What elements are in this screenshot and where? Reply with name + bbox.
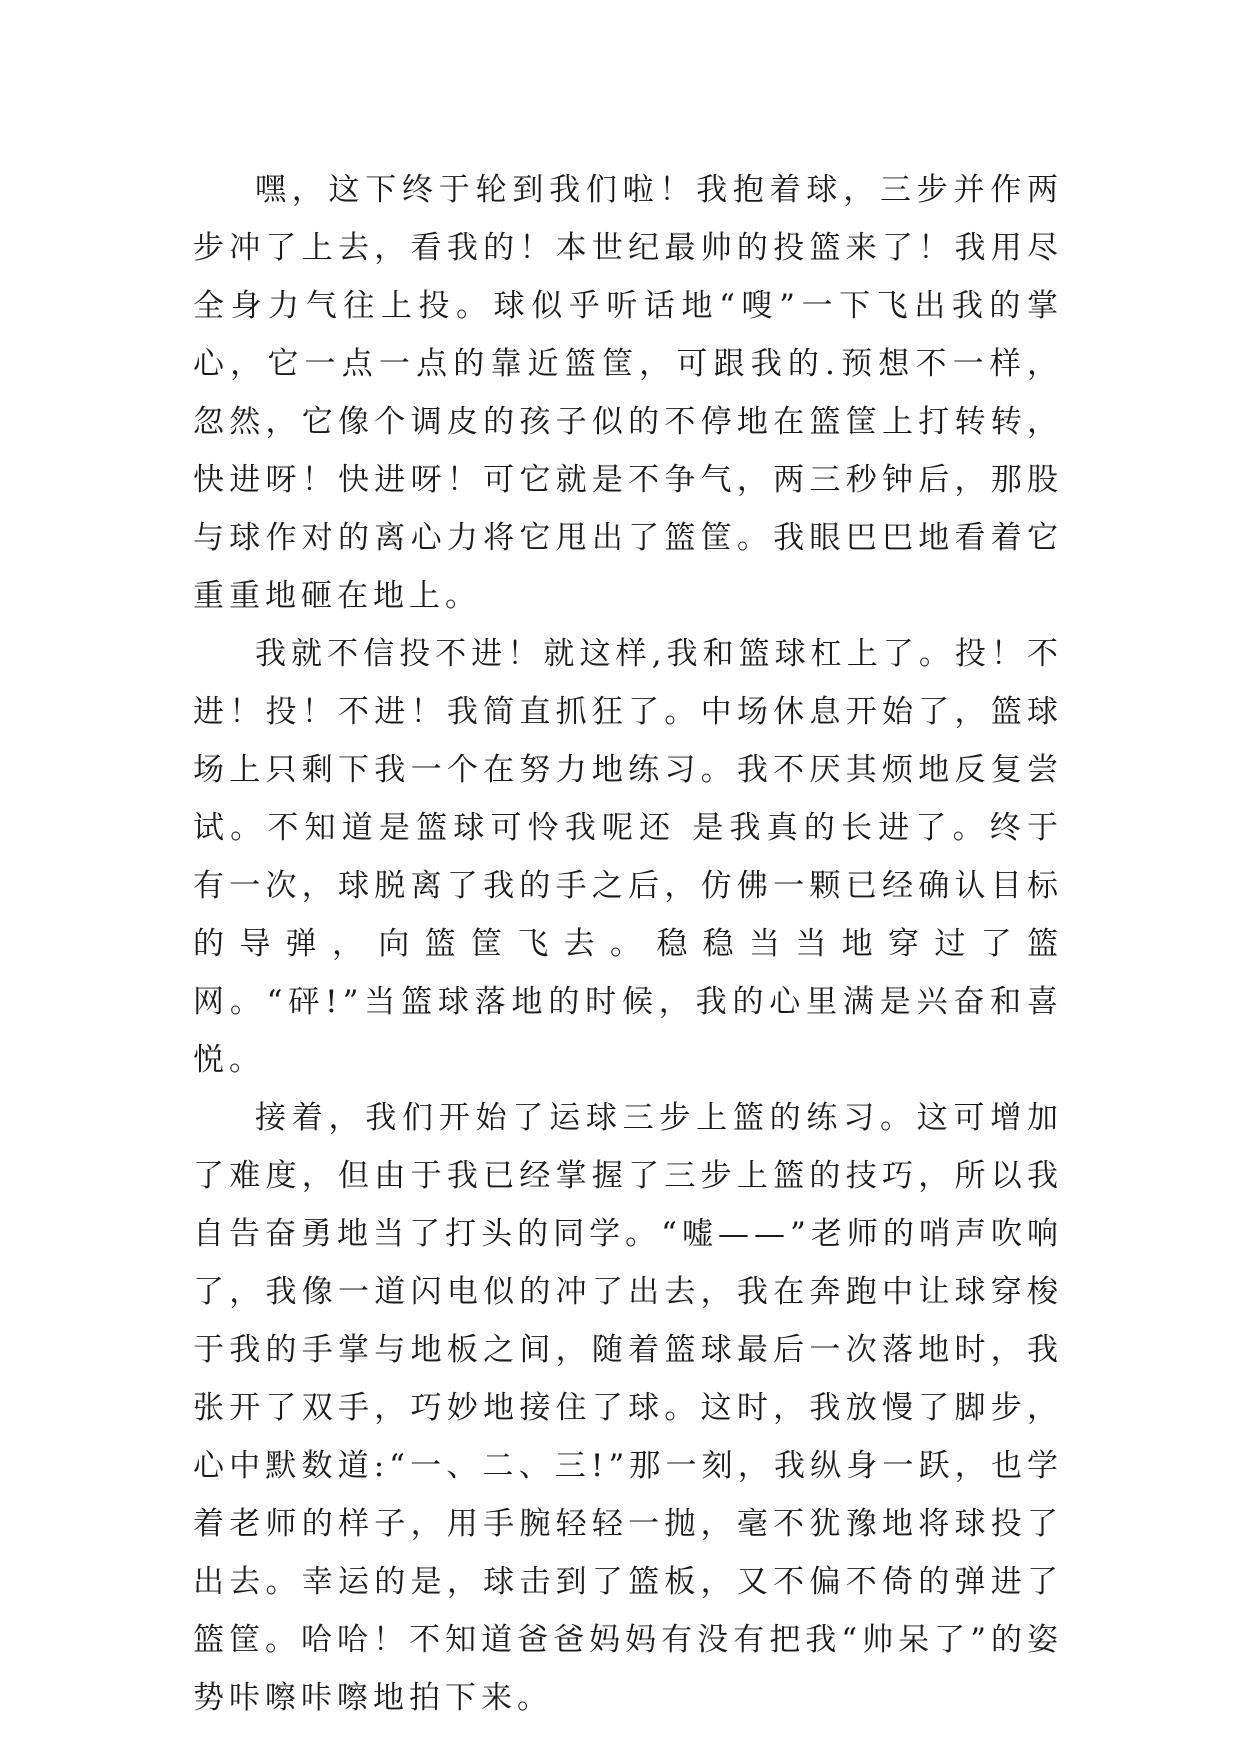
paragraph-1: 嘿，这下终于轮到我们啦！我抱着球，三步并作两步冲了上去，看我的！本世纪最帅的投篮来了！我用尽全身力气往上投。球似乎听话地“嗖”一下飞出我的掌心，它一点一点的靠近篮筐，可跟我的.预想不一样，忽然，它像个调皮的孩子似的不停地在篮筐上打转转，快进呀！快进呀！可它就是不争气，两三秒钟后，那股与球作对的离心力将它甩出了篮筐。我眼巴巴地看着它重重地砸在地上。	[193, 172, 1063, 614]
paragraph-3: 接着，我们开始了运球三步上篮的练习。这可增加了难度，但由于我已经掌握了三步上篮的技巧，所以我自告奋勇地当了打头的同学。“嘘——”老师的哨声吹响了，我像一道闪电似的冲了出去，我在奔跑中让球穿梭于我的手掌与地板之间，随着篮球最后一次落地时，我张开了双手，巧妙地接住了球。这时，我放慢了脚步，心中默数道:“一、二、三!”那一刻，我纵身一跃，也学着老师的样子，用手腕轻轻一抛，毫不犹豫地将球投了出去。幸运的是，球击到了篮板，又不偏不倚的弹进了篮筐。哈哈！不知道爸爸妈妈有没有把我“帅呆了”的姿势咔嚓咔嚓地拍下来。	[193, 1100, 1063, 1716]
paragraph-2: 我就不信投不进！就这样,我和篮球杠上了。投！不进！投！不进！我简直抓狂了。中场休息开始了，篮球场上只剩下我一个在努力地练习。我不厌其烦地反复尝试。不知道是篮球可怜我呢还 是我真的长进了。终于有一次，球脱离了我的手之后，仿佛一颗已经确认目标的导弹，向篮筐飞去。稳稳当当地穿过了篮网。“砰!”当篮球落地的时候，我的心里满是兴奋和喜悦。	[193, 636, 1063, 1078]
document-body	[193, 161, 1063, 1727]
